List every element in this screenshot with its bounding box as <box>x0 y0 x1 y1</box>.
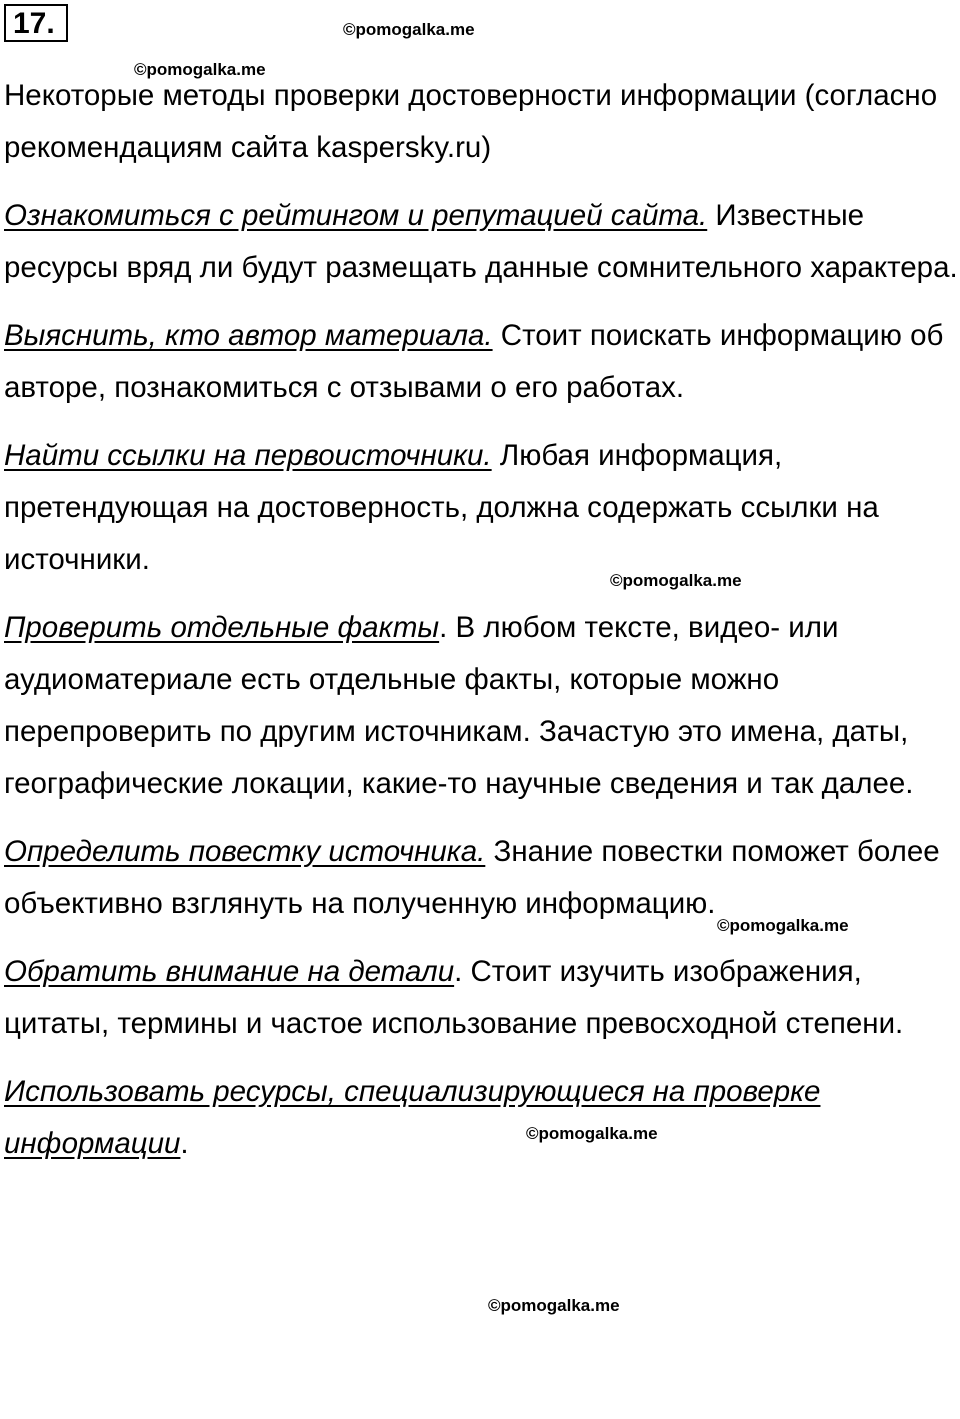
method-title: Ознакомиться с рейтингом и репутацией сайта. <box>4 199 708 232</box>
watermark: ©pomogalka.me <box>343 20 475 39</box>
watermark: ©pomogalka.me <box>717 916 849 935</box>
watermark: ©pomogalka.me <box>488 1296 620 1315</box>
method-text: . Стоит изучить изображения, цитаты, термины и частое использование превосходной степени. <box>4 955 904 1040</box>
method-item <box>4 430 959 586</box>
method-title: Определить повестку источника. <box>4 835 486 868</box>
method-text: Известные ресурсы вряд ли будут размещать данные сомнительного характера. <box>4 199 958 284</box>
method-text: . В любом тексте, видео- или аудиоматериале есть отдельные факты, которые можно перепроверить по другим источникам. Зачастую это имена, даты, географические локации, какие-то научные сведения и так далее. <box>4 611 914 800</box>
watermark: ©pomogalka.me <box>526 1124 658 1143</box>
method-title: Найти ссылки на первоисточники. <box>4 439 492 472</box>
watermark: ©pomogalka.me <box>134 60 266 79</box>
method-title: Использовать ресурсы, специализирующиеся на проверке информации <box>4 1075 821 1160</box>
method-title: Проверить отдельные факты <box>4 611 440 644</box>
method-item <box>4 946 959 1050</box>
method-item <box>4 310 959 414</box>
method-item <box>4 826 959 930</box>
method-item <box>4 190 959 294</box>
intro-paragraph: Некоторые методы проверки достоверности информации (согласно рекомендациям сайта kaspersky.ru) <box>4 79 938 164</box>
method-title: Выяснить, кто автор материала. <box>4 319 493 352</box>
task-number: 17. <box>4 4 68 42</box>
method-item <box>4 1066 959 1170</box>
method-text: Любая информация, претендующая на достоверность, должна содержать ссылки на источники. <box>4 439 879 576</box>
method-item <box>4 602 959 810</box>
method-text: Стоит поискать информацию об авторе, познакомиться с отзывами о его работах. <box>4 319 944 404</box>
method-text: . <box>180 1127 189 1160</box>
method-title: Обратить внимание на детали <box>4 955 455 988</box>
document-body <box>4 70 959 1186</box>
watermark: ©pomogalka.me <box>610 571 742 590</box>
method-text: Знание повестки поможет более объективно взглянуть на полученную информацию. <box>4 835 940 920</box>
